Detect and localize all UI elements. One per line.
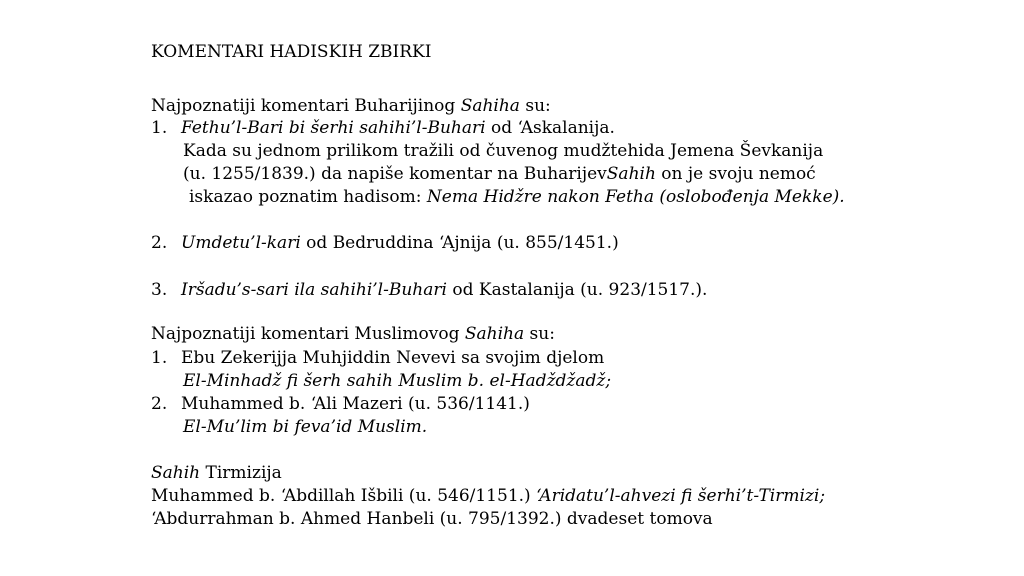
hadith-quote: Nema Hidžre nakon Fetha (oslobođenja Mekke). xyxy=(426,187,845,207)
muslim-item-2 xyxy=(151,393,530,415)
work-title: Fethu’l-Bari bi šerhi sahihi’l-Buhari xyxy=(181,118,486,138)
muslim-intro-sahiha: Sahiha xyxy=(464,324,525,344)
tirmizi-heading-text: Tirmizija xyxy=(200,463,282,483)
work-title: Iršadu’s-sari ila sahihi’l-Buhari xyxy=(181,280,447,300)
buhari-item-1 xyxy=(151,117,615,139)
author-text: od Kastalanija (u. 923/1517.). xyxy=(446,280,708,300)
work-title: El-Mu’lim bi feva’id Muslim. xyxy=(183,417,428,437)
muslim-item-2-work xyxy=(183,416,427,438)
buhari-item-1-note-line: Kada su jednom prilikom tražili od čuvenog mudžtehida Jemena Ševkanija xyxy=(183,141,824,161)
tirmizi-sahih: Sahih xyxy=(151,463,201,483)
note-text: on je svoju nemoć xyxy=(655,164,816,184)
note-text: iskazao poznatim hadisom: xyxy=(189,187,427,207)
tirmizi-line-2: ‘Abdurrahman b. Ahmed Hanbeli (u. 795/1392.) dvadeset tomova xyxy=(151,509,713,529)
list-number: 3. xyxy=(151,280,168,300)
list-number: 2. xyxy=(151,233,168,253)
buhari-item-3 xyxy=(151,279,707,301)
tirmizi-line-1 xyxy=(151,485,825,507)
buhari-item-1-note-line xyxy=(183,163,816,185)
author-text: Muhammed b. ‘Ali Mazeri (u. 536/1141.) xyxy=(181,394,530,414)
note-text: (u. 1255/1839.) da napiše komentar na Buharijev xyxy=(183,164,607,184)
note-italic: Sahih xyxy=(606,164,656,184)
list-number: 2. xyxy=(151,394,168,414)
work-title: Umdetu’l-kari xyxy=(181,233,301,253)
muslim-intro xyxy=(151,323,555,345)
buhari-intro-suffix: su: xyxy=(519,96,551,116)
muslim-item-1-work xyxy=(183,370,611,392)
work-title: ‘Aridatu’l-ahvezi fi šerhi’t-Tirmizi; xyxy=(536,486,826,506)
buhari-item-2 xyxy=(151,232,619,254)
author-text: od ‘Askalanija. xyxy=(485,118,615,138)
buhari-intro-sahiha: Sahiha xyxy=(460,96,520,116)
work-title: El-Minhadž fi šerh sahih Muslim b. el-Hadždžadž; xyxy=(183,371,612,391)
buhari-item-1-note-line xyxy=(189,186,845,208)
muslim-intro-text: Najpoznatiji komentari Muslimovog xyxy=(151,324,465,344)
muslim-intro-suffix: su: xyxy=(524,324,555,344)
author-text: Ebu Zekerijja Muhjiddin Nevevi sa svojim djelom xyxy=(181,348,605,368)
tirmizi-heading xyxy=(151,462,282,484)
list-number: 1. xyxy=(151,348,168,368)
list-number: 1. xyxy=(151,118,168,138)
buhari-intro-text: Najpoznatiji komentari Buharijinog xyxy=(151,96,461,116)
muslim-item-1 xyxy=(151,347,604,369)
author-text: Muhammed b. ‘Abdillah Išbili (u. 546/1151.) xyxy=(151,486,537,506)
buhari-intro xyxy=(151,95,551,117)
slide-title: KOMENTARI HADISKIH ZBIRKI xyxy=(151,42,432,62)
author-text: od Bedruddina ‘Ajnija (u. 855/1451.) xyxy=(300,233,619,253)
